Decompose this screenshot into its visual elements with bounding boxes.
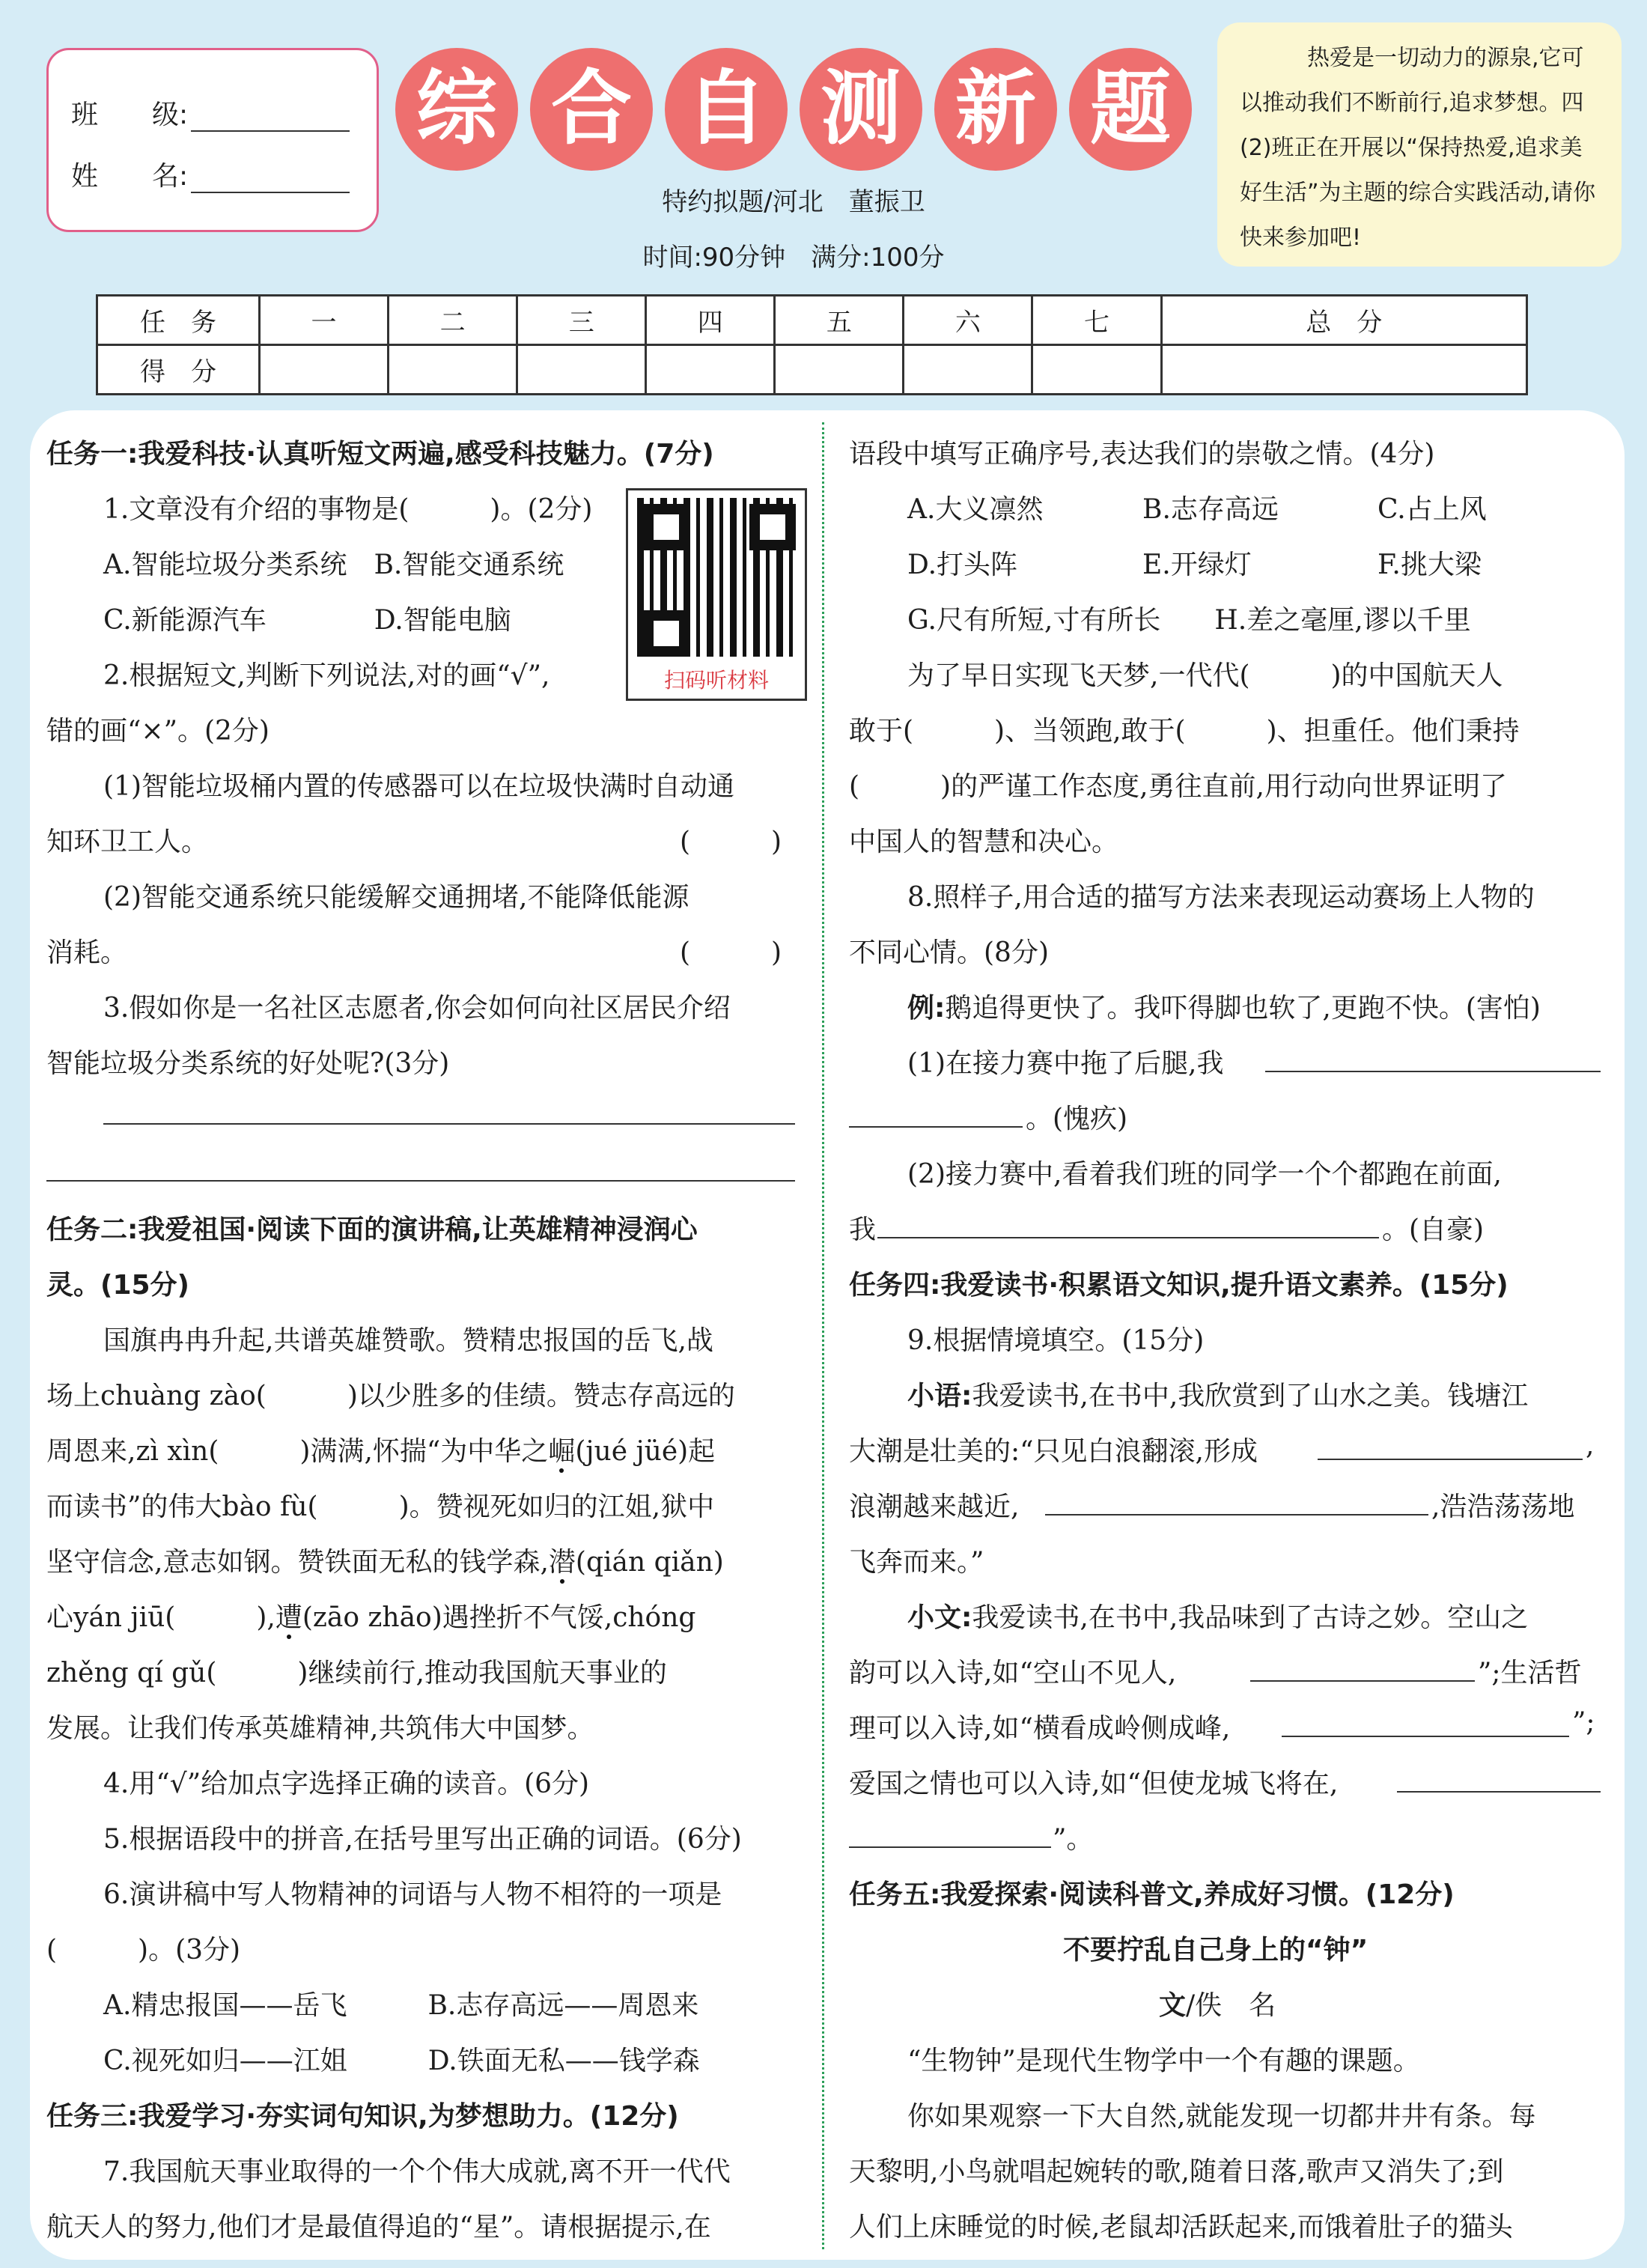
answer-line[interactable]	[849, 1846, 1051, 1848]
speech-line: zhěng qí gǔ( )继续前行,推动我国航天事业的	[46, 1658, 667, 1688]
question-7-cont: 航天人的努力,他们才是最值得追的“星”。请根据提示,在	[46, 2212, 711, 2243]
answer-paren[interactable]: ( )	[680, 937, 782, 968]
scenario-line: ”;生活哲	[1478, 1658, 1582, 1688]
article-paragraph: 你如果观察一下大自然,就能发现一切都井井有条。每	[907, 2101, 1536, 2132]
score-cell[interactable]	[904, 345, 1032, 395]
author-line: 特约拟题/河北 董振卫	[662, 187, 925, 217]
score-header-cell: 七	[1032, 296, 1161, 345]
question-2-cont: 错的画“×”。(2分)	[46, 716, 270, 747]
task4-heading: 任务四:我爱读书·积累语文知识,提升语文素养。(15分)	[849, 1270, 1509, 1301]
qr-code-icon[interactable]	[637, 498, 796, 657]
title-char: 题	[1069, 48, 1192, 171]
scenario-punct: ,	[1586, 1430, 1595, 1461]
question-8-2-cont: 我	[849, 1214, 877, 1245]
score-cell[interactable]	[260, 345, 389, 395]
question-6: 6.演讲稿中写人物精神的词语与人物不相符的一项是	[103, 1879, 722, 1910]
scenario-line: 大潮是壮美的:“只见白浪翻滚,形成	[849, 1436, 1258, 1467]
question-8-1: (1)在接力赛中拖了后腿,我	[907, 1048, 1224, 1079]
column-divider	[822, 422, 824, 2249]
option-item: F.挑大梁	[1377, 550, 1482, 580]
speech-line: 发展。让我们传承英雄精神,共筑伟大中国梦。	[46, 1713, 594, 1744]
question-8-2-hint: 。(自豪)	[1382, 1214, 1485, 1245]
score-header-cell: 四	[646, 296, 775, 345]
time-line: 时间:90分钟 满分:100分	[642, 243, 945, 273]
scenario-line: 小语:我爱读书,在书中,我欣赏到了山水之美。钱塘江	[907, 1381, 1529, 1411]
question-4: 4.用“√”给加点字选择正确的读音。(6分)	[103, 1769, 590, 1799]
question-9: 9.根据情境填空。(15分)	[907, 1325, 1205, 1356]
scenario-punct: ”;	[1572, 1707, 1595, 1738]
answer-paren[interactable]: ( )	[680, 827, 782, 857]
article-title: 不要拧乱自己身上的“钟”	[1063, 1935, 1369, 1966]
answer-line[interactable]	[103, 1123, 795, 1125]
scenario-punct: ”。	[1053, 1824, 1094, 1855]
example-line: 例:鹅追得更快了。我吓得脚也软了,更跑不快。(害怕)	[907, 993, 1541, 1024]
scenario-line: 理可以入诗,如“横看成岭侧成峰,	[849, 1713, 1231, 1744]
question-7: 7.我国航天事业取得的一个个伟大成就,离不开一代代	[103, 2156, 731, 2187]
score-header-cell: 总 分	[1161, 296, 1526, 345]
score-cell[interactable]	[389, 345, 517, 395]
option-item: E.开绿灯	[1142, 550, 1252, 580]
question-5: 5.根据语段中的拼音,在括号里写出正确的词语。(6分)	[103, 1824, 742, 1855]
scenario-line: 浪潮越来越近,	[849, 1492, 1020, 1522]
answer-line[interactable]	[877, 1237, 1379, 1238]
question-2-1: (1)智能垃圾桶内置的传感器可以在垃圾快满时自动通	[103, 771, 734, 802]
scenario-line: 小文:我爱读书,在书中,我品味到了古诗之妙。空山之	[907, 1602, 1529, 1633]
question-6-cont: ( )。(3分)	[46, 1935, 241, 1966]
question-8: 8.照样子,用合适的描写方法来表现运动赛场上人物的	[907, 882, 1535, 913]
fill-paragraph: ( )的严谨工作态度,勇往直前,用行动向世界证明了	[849, 771, 1507, 802]
question-2-2: (2)智能交通系统只能缓解交通拥堵,不能降低能源	[103, 882, 689, 913]
answer-line[interactable]	[1265, 1071, 1601, 1072]
score-cell[interactable]	[517, 345, 646, 395]
title-char: 合	[530, 48, 653, 171]
qr-code-box[interactable]	[626, 488, 807, 701]
class-field[interactable]	[71, 94, 350, 132]
option-item: C.占上风	[1377, 494, 1487, 525]
scenario-line: 爱国之情也可以入诗,如“但使龙城飞将在,	[849, 1769, 1339, 1799]
answer-line[interactable]	[1282, 1736, 1569, 1737]
score-header-cell: 二	[389, 296, 517, 345]
task2-heading-cont: 灵。(15分)	[46, 1270, 190, 1301]
option-item: G.尺有所短,寸有所长 H.差之毫厘,谬以千里	[907, 605, 1471, 636]
question-3-cont: 智能垃圾分类系统的好处呢?(3分)	[46, 1048, 450, 1079]
question-1: 1.文章没有介绍的事物是( )。(2分)	[103, 494, 593, 525]
option-item: A.大义凛然	[907, 494, 1044, 525]
answer-line[interactable]	[1250, 1680, 1475, 1682]
score-cell[interactable]	[1032, 345, 1161, 395]
speech-line: 场上chuàng zào( )以少胜多的佳绩。赞志存高远的	[46, 1381, 735, 1411]
intro-quote-box	[1217, 22, 1622, 267]
answer-line[interactable]	[1045, 1514, 1428, 1515]
title-char: 自	[665, 48, 788, 171]
article-paragraph: “生物钟”是现代生物学中一个有趣的课题。	[907, 2046, 1420, 2076]
answer-line[interactable]	[1397, 1791, 1601, 1793]
fill-paragraph: 敢于( )、当领跑,敢于( )、担重任。他们秉持	[849, 716, 1520, 747]
dotted-char: 潜	[548, 1547, 576, 1578]
option-item: B.志存高远	[1142, 494, 1279, 525]
score-table-row	[97, 345, 1527, 395]
speaker-label: 小语:	[907, 1381, 972, 1411]
intro-quote: 热爱是一切动力的源泉,它可以推动我们不断前行,追求梦想。四(2)班正在开展以“保持热爱,追求美好生活”为主题的综合实践活动,请你快来参加吧!	[1240, 45, 1596, 251]
task3-heading: 任务三:我爱学习·夯实词句知识,为梦想助力。(12分)	[46, 2101, 679, 2132]
task2-heading: 任务二:我爱祖国·阅读下面的演讲稿,让英雄精神浸润心	[46, 1214, 698, 1245]
title-char: 综	[395, 48, 518, 171]
speaker-label: 小文:	[907, 1602, 972, 1633]
example-label: 例:	[907, 993, 946, 1024]
score-cell[interactable]	[1161, 345, 1526, 395]
question-1-options-cd: C.新能源汽车 D.智能电脑	[103, 605, 511, 636]
score-header-cell: 任 务	[97, 296, 260, 345]
speech-line: 周恩来,zì xìn( )满满,怀揣“为中华之崛(jué jüé)起	[46, 1436, 716, 1467]
score-header-cell: 一	[260, 296, 389, 345]
speech-line: 坚守信念,意志如钢。赞铁面无私的钱学森,潜(qián qiǎn)	[46, 1547, 724, 1578]
qr-caption: 扫码听材料	[663, 668, 769, 693]
speech-line: 国旗冉冉升起,共谱英雄赞歌。赞精忠报国的岳飞,战	[103, 1325, 713, 1356]
option-item: D.打头阵	[907, 550, 1018, 580]
answer-line[interactable]	[46, 1180, 795, 1182]
article-paragraph: 天黎明,小鸟就唱起婉转的歌,随着日落,歌声又消失了;到	[849, 2156, 1504, 2187]
scenario-line: ,浩浩荡荡地	[1431, 1492, 1575, 1522]
fill-paragraph: 为了早日实现飞天梦,一代代( )的中国航天人	[907, 660, 1503, 691]
score-header-cell: 三	[517, 296, 646, 345]
question-2-1-cont: 知环卫工人。	[46, 827, 209, 857]
score-header-cell: 五	[775, 296, 904, 345]
answer-line[interactable]	[1318, 1459, 1583, 1460]
article-author: 文/佚 名	[1159, 1990, 1276, 2021]
question-8-1-hint: 。(愧疚)	[1026, 1104, 1128, 1134]
dotted-char: 遭	[275, 1602, 302, 1633]
page-title	[395, 48, 1181, 174]
score-cell[interactable]	[775, 345, 904, 395]
dotted-char: 崛	[548, 1436, 576, 1467]
question-2-2-cont: 消耗。	[46, 937, 128, 968]
task1-heading: 任务一:我爱科技·认真听短文两遍,感受科技魅力。(7分)	[46, 439, 714, 469]
speech-line: 心yán jiū( ),遭(zāo zhāo)遇挫折不气馁,chóng	[46, 1602, 696, 1633]
fill-paragraph: 中国人的智慧和决心。	[849, 827, 1119, 857]
question-8-2: (2)接力赛中,看着我们班的同学一个个都跑在前面,	[907, 1159, 1502, 1190]
answer-line[interactable]	[849, 1126, 1023, 1128]
student-info-box	[46, 48, 379, 232]
class-label: 班 级:	[71, 100, 189, 130]
score-header-cell: 六	[904, 296, 1032, 345]
score-table	[96, 294, 1528, 395]
title-char: 新	[934, 48, 1057, 171]
task5-heading: 任务五:我爱探索·阅读科普文,养成好习惯。(12分)	[849, 1879, 1455, 1910]
question-3: 3.假如你是一名社区志愿者,你会如何向社区居民介绍	[103, 993, 731, 1024]
question-1-options-ab: A.智能垃圾分类系统 B.智能交通系统	[103, 550, 564, 580]
score-row-label: 得 分	[97, 345, 260, 395]
speech-line: 而读书”的伟大bào fù( )。赞视死如归的江姐,狱中	[46, 1492, 715, 1522]
title-char: 测	[800, 48, 922, 171]
question-2: 2.根据短文,判断下列说法,对的画“√”,	[103, 660, 550, 691]
scenario-line: 飞奔而来。”	[849, 1547, 984, 1578]
question-8-cont: 不同心情。(8分)	[849, 937, 1049, 968]
question-6-options-ab: A.精忠报国——岳飞 B.志存高远——周恩来	[103, 1990, 699, 2021]
question-6-options-cd: C.视死如归——江姐 D.铁面无私——钱学森	[103, 2046, 700, 2076]
score-cell[interactable]	[646, 345, 775, 395]
scenario-line: 韵可以入诗,如“空山不见人,	[849, 1658, 1177, 1688]
score-table-header-row	[97, 296, 1527, 345]
name-field[interactable]	[71, 155, 350, 193]
article-paragraph: 人们上床睡觉的时候,老鼠却活跃起来,而饿着肚子的猫头	[849, 2212, 1513, 2243]
question-7-cont: 语段中填写正确序号,表达我们的崇敬之情。(4分)	[849, 439, 1435, 469]
name-label: 姓 名:	[71, 161, 189, 192]
